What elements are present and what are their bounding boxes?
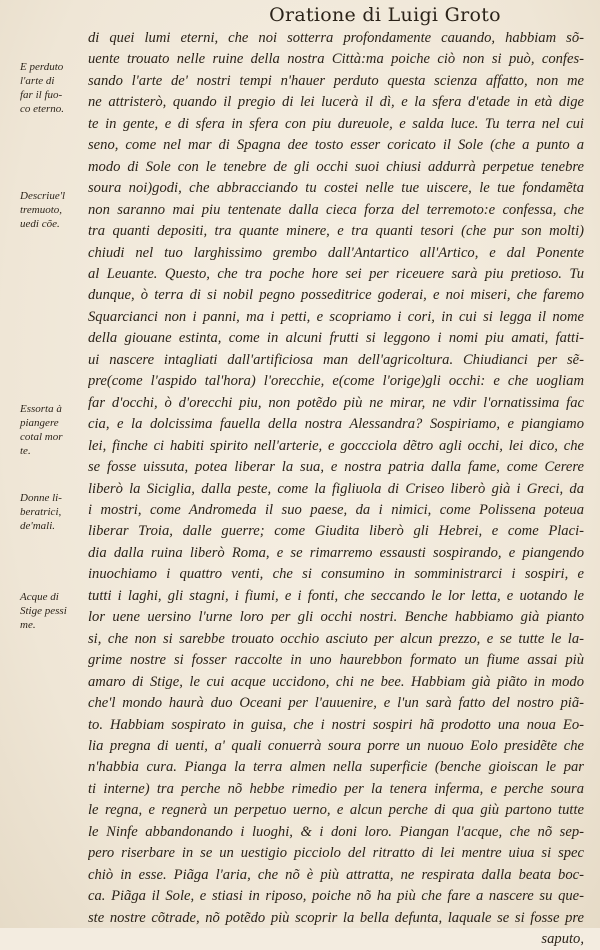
text-line: pre(come l'aspido tal'hora) l'orecchie, e(come l'orige)gli occhi: e che uogliam: [88, 373, 584, 390]
text-line: che'l mondo haurà duo Oceani per l'auuenire, e l'un sarà fatto del nostro piã-: [88, 695, 584, 712]
text-line: ti interne) tra perche nõ hebbe rimedio per la tenera inferma, e perche soura: [88, 780, 584, 797]
text-line: chiudi nel tuo larghissimo grembo dall'Antartico all'Artico, e dal Ponente: [88, 244, 584, 261]
margin-note-line: E perduto: [20, 61, 64, 73]
text-line: non saranno mai piu tentenate dalla cieca forza del terremoto:e confessa, che: [88, 201, 584, 218]
text-line: se fosse uissuta, potea liberar la sua, e nostra patria dalla fame, come Cerere: [88, 459, 584, 476]
text-line: n'habbia cura. Pianga la terra almen nella superficie (benche gioiscan le par: [88, 759, 584, 776]
margin-note: [20, 189, 86, 231]
text-line: saputo,: [541, 931, 584, 948]
text-line: grime nostre si fosser raccolte in uno haurebbon formato un fiume assai più: [88, 652, 584, 669]
text-line: uente trouato nelle ruine della nostra Città:ma poiche ciò non si può, confes-: [88, 51, 584, 68]
margin-note-line: tremuoto,: [20, 204, 63, 216]
text-line: della giouane estinta, come in alcuni frutti si leggono i nomi piu amati, fatti-: [88, 330, 584, 347]
margin-note: [20, 491, 86, 533]
margin-note-line: cotal mor: [20, 431, 63, 443]
text-line: amaro di Stige, le cui acque uccidono, chi ne bee. Habbiam già piãto in modo: [88, 673, 584, 690]
margin-note-line: de'mali.: [20, 520, 56, 532]
text-line: tra quanti depositi, tra quante minere, e tra quanti tesori (che pur son molti): [88, 223, 584, 240]
margin-note-line: te.: [20, 445, 31, 457]
text-line: dia dalla ruina liberò Roma, e se rimarremo essausti sospirando, e piangendo: [88, 544, 584, 561]
text-line: i mostri, come Andromeda il suo paese, da i nimici, come Polissena poteua: [88, 501, 584, 518]
margin-note-line: Descriue'l: [20, 190, 66, 202]
margin-note: [20, 402, 86, 458]
margin-note-line: co eterno.: [20, 103, 64, 115]
text-line: chiò in esse. Piãga l'aria, che nõ è più attratta, ne respirata dalla beata boc-: [88, 866, 584, 883]
margin-note-line: beratrici,: [20, 506, 62, 518]
text-line: ca. Piãga il Sole, e stiasi in riposo, poiche nõ ha più che fare a nascere su que-: [88, 888, 584, 905]
text-line: ste nostre cõtrade, nõ potẽdo più scoprir la bella defunta, laquale se si fosse pre: [88, 909, 584, 926]
text-line: seno, come nel mar di Spagna dee tosto esser coricato il Sole (che a punto a: [88, 137, 584, 154]
text-line: te in gente, e di sfera in sfera con piu dureuole, e salda luce. Tu terra nel cui: [88, 115, 584, 132]
margin-note-line: Stige pessi: [20, 605, 67, 617]
text-line: le regna, e regnerà un perpetuo uerno, e alcun perche di qua giù partono tutte: [88, 802, 584, 819]
margin-note-line: uedi cõe.: [20, 218, 60, 230]
text-line: lei, finche ci habiti spirito nell'arterie, e goccciola dẽtro agli occhi, lei dico, che: [88, 437, 584, 454]
margin-note-line: l'arte di: [20, 75, 55, 87]
text-line: liberò la Siciglia, dalla peste, come la figliuola di Criseo liberò già i Greci, da: [88, 480, 584, 497]
text-line: liberar Troia, dalle guerre; come Giudita liberò gli Hebrei, e come Placi-: [88, 523, 584, 540]
text-line: modo di Sole con le tenebre de gli occhi suoi chiusi addurrà perpetue tenebre: [88, 158, 584, 175]
text-line: ne attristerò, quando il pregio di lei lucerà il dì, e la sfera d'etade in età dige: [88, 94, 584, 111]
text-line: cia, e la dolcissima fauella della nostra Alessandra? Sospiriamo, e piangiamo: [88, 416, 584, 433]
text-line: le Ninfe abbandonando i luoghi, & i doni loro. Piangan l'acque, che nõ sep-: [88, 823, 584, 840]
text-line: al Leuante. Questo, che tra poche hore sei per riceuere sarà piu pretioso. Tu: [88, 265, 584, 282]
text-line: soura noi)godi, che abbracciando tu costei nelle tue uiscere, le tue fondamẽta: [88, 180, 584, 197]
text-line: lor uene uersino l'urne loro per gli occhi nostri. Benche habbiamo già pianto: [88, 609, 584, 626]
text-line: tutti i laghi, gli stagni, i fiumi, e i fonti, che seccando le lor letta, e uotando le: [88, 587, 584, 604]
margin-note-line: Donne li-: [20, 492, 62, 504]
running-head: Oratione di Luigi Groto: [269, 4, 501, 26]
text-line: lia pregna di uenti, a' quali conuerrà soura porre un nuouo Eolo presidẽte che: [88, 737, 584, 754]
text-line: ui nascere intagliati dall'artificiosa man dell'agricoltura. Chiudianci per sẽ-: [88, 351, 584, 368]
margin-note-line: me.: [20, 619, 36, 631]
text-line: Squarcianci non i panni, ma i petti, e scopriamo i cori, in cui si legga il nome: [88, 308, 584, 325]
margin-note-line: Essorta à: [20, 403, 62, 415]
text-line: sando l'arte de' nostri tempi n'hauer perduto questa scienza affatto, non me: [88, 72, 584, 89]
text-line: pero riserbare in se un uestigio picciolo del ritratto di lei mentre uiua si spec: [88, 845, 584, 862]
text-line: to. Habbiam sospirato in guisa, che i nostri sospiri hã prodotto una noua Eo-: [88, 716, 584, 733]
text-line: si, che non si sarebbe trouato occhio asciuto per alcun prezzo, e se tutte le la-: [88, 630, 584, 647]
margin-note-line: Acque di: [20, 591, 59, 603]
margin-note: [20, 60, 86, 116]
text-line: dunque, ò terra di si nobil pegno posseditrice goderai, e noi miseri, che faremo: [88, 287, 584, 304]
body-text: [88, 28, 584, 950]
margin-note-line: far il fuo-: [20, 89, 63, 101]
margin-note-line: piangere: [20, 417, 59, 429]
text-line: di quei lumi eterni, che noi sotterra profondamente cauando, habbiam sõ-: [88, 30, 584, 46]
margin-note: [20, 590, 86, 632]
text-line: inuochiamo i quattro venti, che si consumino in somministrarci i sospiri, e: [88, 566, 584, 583]
text-line: far d'occhi, ò d'orecchi piu, non potẽdo più ne mirar, ne vdir l'ornatissima fac: [88, 394, 584, 411]
